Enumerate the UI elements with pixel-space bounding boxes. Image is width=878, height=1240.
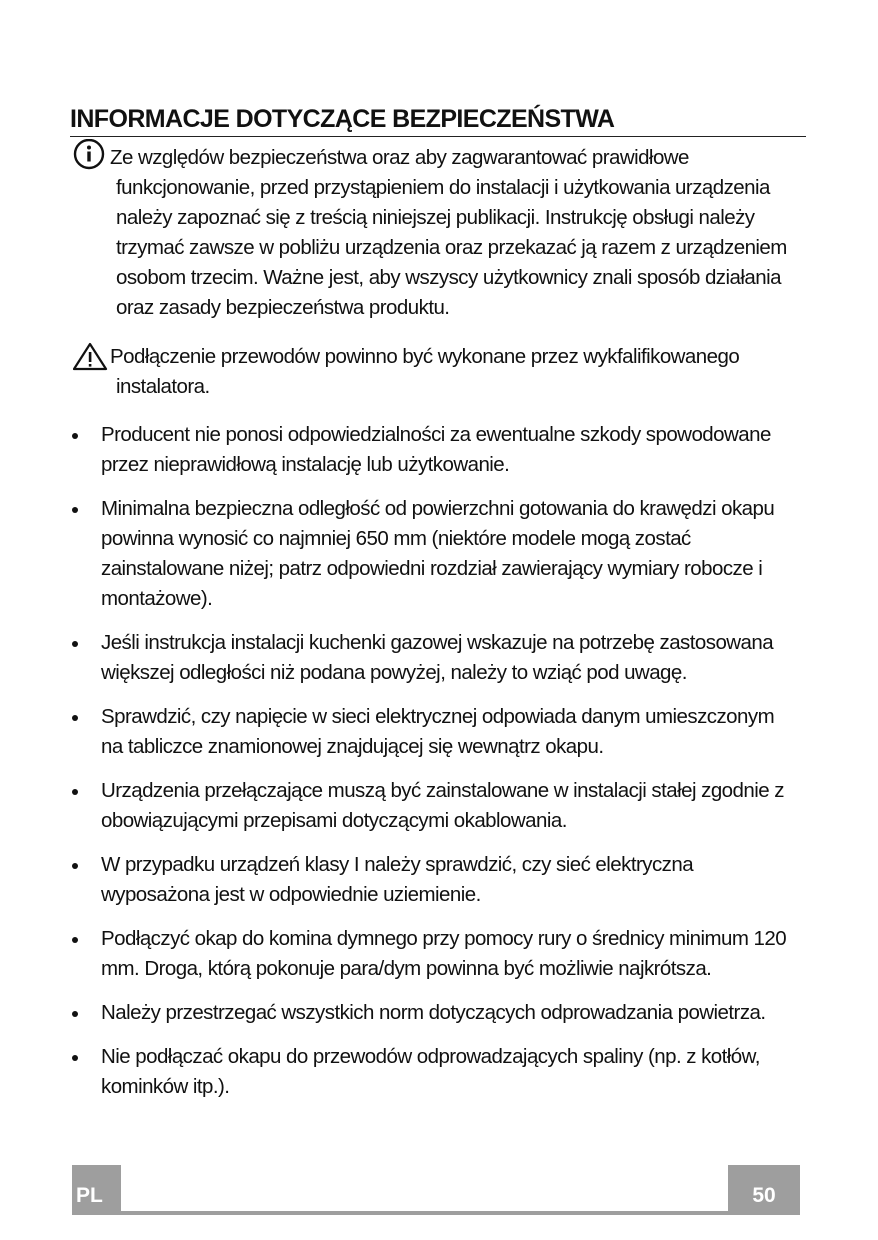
- bullet-icon: [72, 937, 78, 943]
- page-title: INFORMACJE DOTYCZĄCE BEZPIECZEŃSTWA: [70, 104, 806, 137]
- list-item: [72, 628, 794, 688]
- info-icon: [72, 139, 108, 180]
- safety-bullet-list: [72, 420, 794, 1116]
- warning-icon: [73, 342, 109, 381]
- list-item-text: Nie podłączać okapu do przewodów odprowadzających spaliny (np. z kotłów, kominków itp.).: [101, 1045, 760, 1098]
- page-footer: [72, 1165, 800, 1215]
- list-item-text: Producent nie ponosi odpowiedzialności za ewentualne szkody spowodowane przez nieprawidłową instalację lub użytkowanie.: [101, 423, 771, 476]
- list-item-text: Urządzenia przełączające muszą być zainstalowane w instalacji stałej zgodnie z obowiązującymi przepisami dotyczącymi okablowania.: [101, 779, 784, 832]
- bullet-icon: [72, 507, 78, 513]
- footer-divider: [121, 1211, 728, 1215]
- language-label: PL: [72, 1165, 121, 1215]
- list-item: [72, 776, 794, 836]
- info-notice: [72, 143, 792, 323]
- list-item-text: Podłączyć okap do komina dymnego przy pomocy rury o średnicy minimum 120 mm. Droga, którą pokonuje para/dym powinna być możliwie najkrótsza.: [101, 927, 787, 980]
- list-item: [72, 420, 794, 480]
- list-item-text: Należy przestrzegać wszystkich norm dotyczących odprowadzania powietrza.: [101, 1001, 766, 1024]
- list-item: [72, 924, 794, 984]
- warning-notice: [72, 342, 792, 402]
- info-notice-text: Ze względów bezpieczeństwa oraz aby zagwarantować prawidłowe funkcjonowanie, przed przystąpieniem do instalacji i użytkowania urządzenia należy zapoznać się z treścią niniejszej publikacji. Instrukcję obsługi należy trzymać zawsze w pobliżu urządzenia oraz przekazać ją razem z urządzeniem osobom trzecim. Ważne jest, aby wszyscy użytkownicy znali sposób działania oraz zasady bezpieczeństwa produktu.: [110, 146, 787, 319]
- list-item: [72, 998, 794, 1028]
- list-item: [72, 494, 794, 614]
- bullet-icon: [72, 863, 78, 869]
- bullet-icon: [72, 789, 78, 795]
- list-item-text: Minimalna bezpieczna odległość od powierzchni gotowania do krawędzi okapu powinna wynosić co najmniej 650 mm (niektóre modele mogą zostać zainstalowane niżej; patrz odpowiedni rozdział zawierający wymiary robocze i montażowe).: [101, 497, 775, 610]
- list-item-text: Sprawdzić, czy napięcie w sieci elektrycznej odpowiada danym umieszczonym na tabliczce znamionowej znajdującej się wewnątrz okapu.: [101, 705, 775, 758]
- list-item: [72, 702, 794, 762]
- list-item: [72, 850, 794, 910]
- bullet-icon: [72, 715, 78, 721]
- bullet-icon: [72, 433, 78, 439]
- bullet-icon: [72, 1011, 78, 1017]
- list-item-text: W przypadku urządzeń klasy I należy sprawdzić, czy sieć elektryczna wyposażona jest w odpowiednie uziemienie.: [101, 853, 694, 906]
- list-item: [72, 1042, 794, 1102]
- bullet-icon: [72, 1055, 78, 1061]
- page-number: 50: [728, 1165, 800, 1215]
- list-item-text: Jeśli instrukcja instalacji kuchenki gazowej wskazuje na potrzebę zastosowana większej odległości niż podana powyżej, należy to wziąć pod uwagę.: [101, 631, 774, 684]
- warning-notice-text: Podłączenie przewodów powinno być wykonane przez wykfalifikowanego instalatora.: [110, 345, 740, 398]
- bullet-icon: [72, 641, 78, 647]
